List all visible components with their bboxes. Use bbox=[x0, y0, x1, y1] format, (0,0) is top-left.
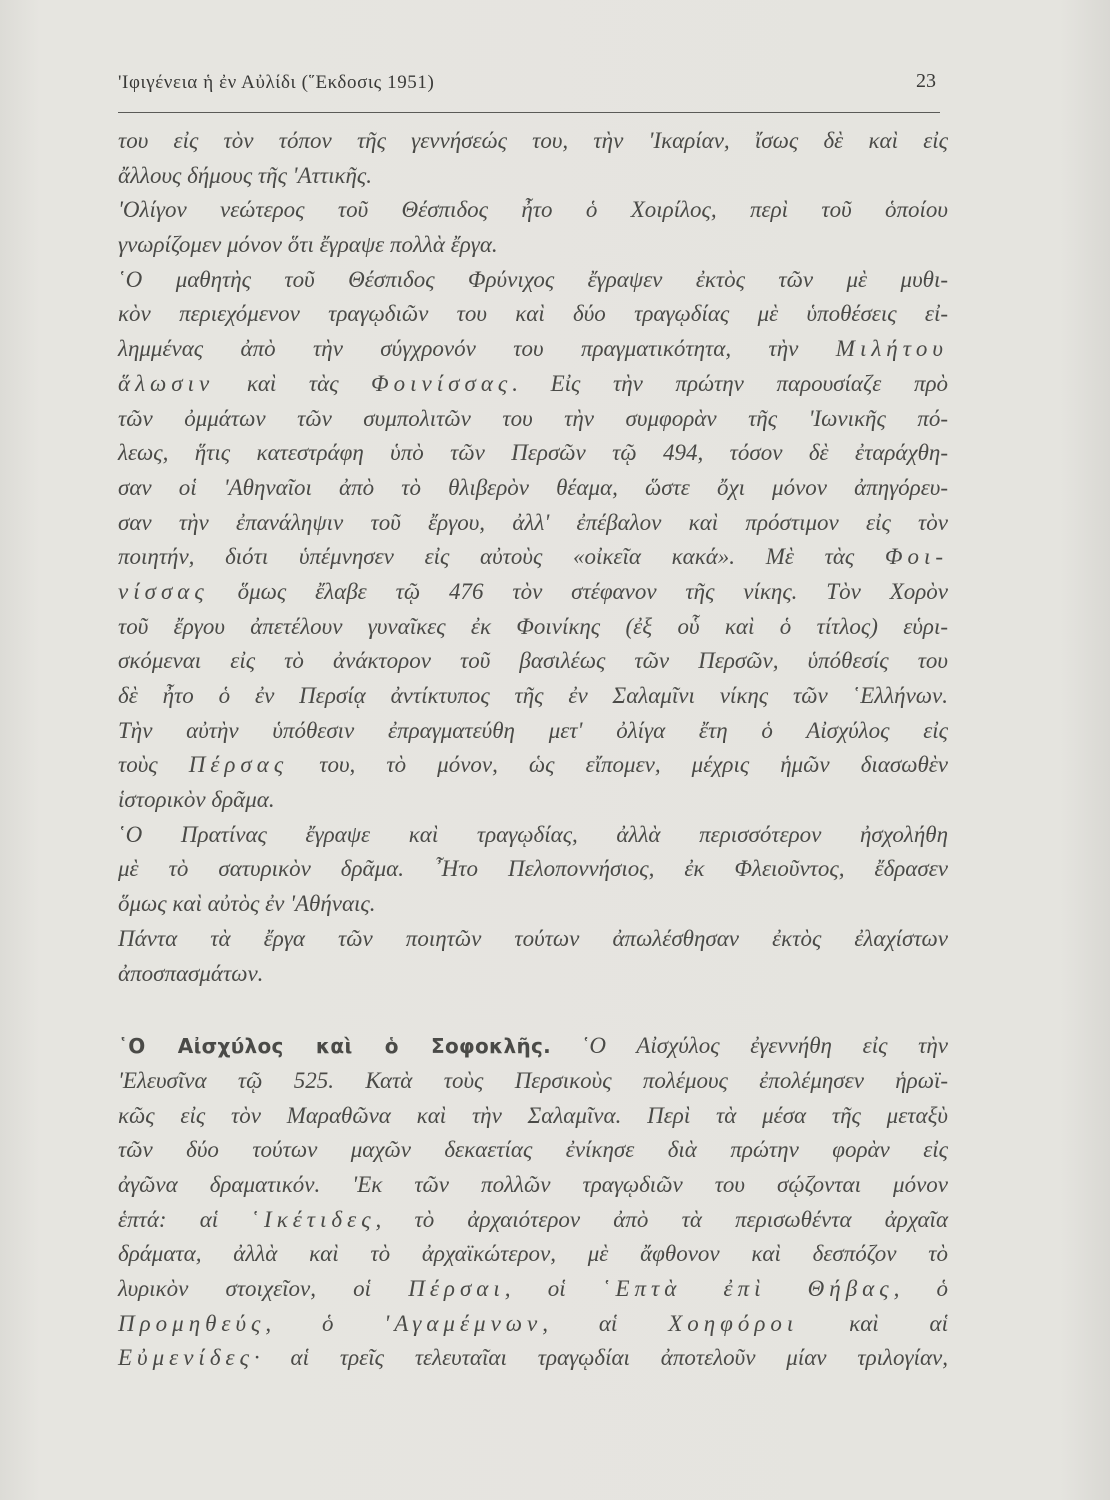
text-run: Τὴν αὐτὴν ὑπόθεσιν ἐπραγματεύθη μετ' ὀλίγα ἔτη ὁ Αἰσχύλος εἰς bbox=[118, 717, 948, 743]
text-run: · αἱ τρεῖς τελευταῖαι τραγῳδίαι ἀποτελοῦν μίαν τριλογίαν, bbox=[253, 1345, 948, 1371]
text-run: λεως, ἥτις κατεστράφη ὑπὸ τῶν Περσῶν τῷ 494, τόσον δὲ ἐταράχθη- bbox=[118, 440, 948, 466]
text-line bbox=[118, 540, 948, 575]
text-run: δράματα, ἀλλὰ καὶ τὸ ἀρχαϊκώτερον, μὲ ἄφθονον καὶ δεσπόζον τὸ bbox=[118, 1241, 948, 1267]
spaced-title: Χοηφόροι bbox=[668, 1310, 799, 1336]
text-line bbox=[118, 471, 948, 506]
text-line bbox=[118, 644, 948, 679]
text-run: λημμένας ἀπὸ τὴν σύγχρονόν του πραγματικότητα, τὴν bbox=[118, 336, 836, 362]
text-run: καὶ αἱ bbox=[798, 1310, 949, 1336]
text-run: Πάντα τὰ ἔργα τῶν ποιητῶν τούτων ἀπωλέσθησαν ἐκτὸς ἐλαχίστων bbox=[118, 925, 948, 951]
text-run: τῶν δύο τούτων μαχῶν δεκαετίας ἐνίκησε διὰ πρώτην φορὰν εἰς bbox=[118, 1137, 948, 1163]
text-line bbox=[118, 714, 948, 749]
text-run: λυρικὸν στοιχεῖον, οἱ bbox=[118, 1276, 409, 1301]
text-line bbox=[118, 679, 948, 714]
text-line bbox=[118, 1237, 948, 1272]
text-line bbox=[118, 922, 948, 957]
text-line bbox=[118, 1099, 948, 1134]
text-run: τοὺς bbox=[118, 752, 189, 778]
header-rule bbox=[118, 112, 940, 113]
spaced-title: νίσσας bbox=[118, 578, 209, 604]
running-title: 'Ιφιγένεια ἡ ἐν Αὐλίδι (῞Εκδοσις 1951) bbox=[118, 72, 435, 93]
text-run: τῶν ὀμμάτων τῶν συμπολιτῶν του τὴν συμφορὰν τῆς 'Ιωνικῆς πό- bbox=[118, 405, 948, 431]
text-line bbox=[118, 818, 948, 853]
text-run: ῾Ο μαθητὴς τοῦ Θέσπιδος Φρύνιχος ἔγραψεν ἐκτὸς τῶν μὲ μυθι- bbox=[118, 266, 948, 292]
text-run: 'Ολίγον νεώτερος τοῦ Θέσπιδος ἦτο ὁ Χοιρίλος, περὶ τοῦ ὁποίου bbox=[118, 197, 948, 223]
spaced-title: Εὐμενίδες bbox=[118, 1345, 254, 1371]
spaced-title: Προμηθεύς bbox=[118, 1310, 266, 1336]
text-run: 'Ελευσῖνα τῷ 525. Κατὰ τοὺς Περσικοὺς πολέμους ἐπολέμησεν ἡρωϊ- bbox=[118, 1067, 948, 1093]
text-run: σαν τὴν ἐπανάληψιν τοῦ ἔργου, ἀλλ' ἐπέβαλον καὶ πρόστιμον εἰς τὸν bbox=[118, 509, 948, 535]
text-run: γνωρίζομεν μόνον ὅτι ἔγραψε πολλὰ ἔργα. bbox=[118, 232, 498, 258]
spaced-title: Πέρσαι bbox=[408, 1276, 505, 1301]
body-text bbox=[118, 124, 948, 1376]
text-line bbox=[118, 1341, 948, 1376]
text-run: ἀποσπασμάτων. bbox=[118, 960, 264, 986]
text-line bbox=[118, 957, 948, 992]
text-run: ἑπτά: αἱ bbox=[118, 1206, 252, 1232]
text-run: τοῦ ἔργου ἀπετέλουν γυναῖκες ἐκ Φοινίκης (ἐξ οὗ καὶ ὁ τίτλος) εὑρι- bbox=[118, 613, 948, 639]
text-run: μὲ τὸ σατυρικὸν δρᾶμα. ῏Ητο Πελοποννήσιος, ἐκ Φλειοῦντος, ἔδρασεν bbox=[118, 856, 948, 882]
text-run: καὶ τὰς bbox=[214, 370, 372, 396]
text-line bbox=[118, 263, 948, 298]
text-line bbox=[118, 367, 948, 402]
spaced-title: Μιλήτου bbox=[835, 336, 948, 362]
text-line bbox=[118, 852, 948, 887]
spaced-title: Πέρσας bbox=[188, 752, 289, 778]
text-line bbox=[118, 575, 948, 610]
text-run: ὅμως καὶ αὐτὸς ἐν 'Αθήναις. bbox=[118, 891, 376, 917]
text-line bbox=[118, 1272, 948, 1307]
spaced-title: ῾Επτὰ ἐπὶ Θήβας bbox=[602, 1276, 894, 1301]
page-number: 23 bbox=[916, 70, 936, 92]
text-line bbox=[118, 1064, 948, 1099]
text-line bbox=[118, 332, 948, 367]
text-run: ἱστορικὸν δρᾶμα. bbox=[118, 787, 275, 813]
text-line bbox=[118, 1307, 948, 1342]
text-run: σκόμεναι εἰς τὸ ἀνάκτορον τοῦ βασιλέως τῶν Περσῶν, ὑπόθεσίς του bbox=[118, 648, 948, 674]
text-run: κὸν περιεχόμενον τραγῳδιῶν του καὶ δύο τραγῳδίας μὲ ὑποθέσεις εἰ- bbox=[118, 301, 948, 327]
text-run: δὲ ἦτο ὁ ἐν Περσίᾳ ἀντίκτυπος τῆς ἐν Σαλαμῖνι νίκης τῶν ῾Ελλήνων. bbox=[118, 683, 948, 708]
text-run: , αἱ bbox=[542, 1310, 669, 1336]
text-run: του, τὸ μόνον, ὡς εἴπομεν, μέχρις ἡμῶν διασωθὲν bbox=[288, 752, 949, 778]
text-run: ἀγῶνα δραματικόν. 'Εκ τῶν πολλῶν τραγῳδιῶν του σῴζονται μόνον bbox=[118, 1171, 948, 1197]
text-run: του εἰς τὸν τόπον τῆς γεννήσεώς του, τὴν 'Ικαρίαν, ἴσως δὲ καὶ εἰς bbox=[118, 128, 948, 153]
section-heading: ῾Ο Αἰσχύλος καὶ ὁ Σοφοκλῆς. bbox=[118, 1034, 552, 1059]
text-line bbox=[118, 1203, 948, 1238]
spaced-title: ῾Ικέτιδες bbox=[251, 1206, 376, 1232]
text-line bbox=[118, 610, 948, 645]
text-line bbox=[118, 1168, 948, 1203]
spaced-title: ἅλωσιν bbox=[118, 370, 215, 396]
text-line bbox=[118, 124, 948, 159]
text-line bbox=[118, 159, 948, 194]
page-header bbox=[118, 70, 948, 110]
text-line bbox=[118, 783, 948, 818]
text-run: σαν οἱ 'Αθηναῖοι ἀπὸ τὸ θλιβερὸν θέαμα, ὥστε ὄχι μόνον ἀπηγόρευ- bbox=[118, 474, 948, 500]
text-line bbox=[118, 887, 948, 922]
text-run: κῶς εἰς τὸν Μαραθῶνα καὶ τὴν Σαλαμῖνα. Περὶ τὰ μέσα τῆς μεταξὺ bbox=[118, 1102, 948, 1128]
text-line bbox=[118, 297, 948, 332]
text-run: . Εἰς τὴν πρώτην παρουσίαζε πρὸ bbox=[512, 370, 949, 396]
text-run: ὅμως ἔλαβε τῷ 476 τὸν στέφανον τῆς νίκης. Τὸν Χορὸν bbox=[208, 578, 948, 604]
text-run: ῾Ο Αἰσχύλος ἐγεννήθη εἰς τὴν bbox=[551, 1033, 948, 1059]
text-line bbox=[118, 436, 948, 471]
text-line bbox=[118, 748, 948, 783]
text-line bbox=[118, 506, 948, 541]
text-run: ποιητήν, διότι ὑπέμνησεν εἰς αὐτοὺς «οἰκεῖα κακά». Μὲ τὰς bbox=[118, 544, 885, 570]
text-line bbox=[118, 1029, 948, 1064]
spaced-title: Φοι- bbox=[884, 544, 948, 570]
spaced-title: 'Αγαμέμνων bbox=[384, 1310, 543, 1336]
text-line bbox=[118, 402, 948, 437]
text-line bbox=[118, 228, 948, 263]
text-line bbox=[118, 193, 948, 228]
text-run: ἄλλους δήμους τῆς 'Αττικῆς. bbox=[118, 162, 372, 188]
text-run: , ὁ bbox=[265, 1310, 385, 1336]
text-run: , ὁ bbox=[893, 1276, 948, 1301]
text-run: , οἱ bbox=[504, 1276, 603, 1301]
text-line bbox=[118, 1133, 948, 1168]
text-run: , τὸ ἀρχαιότερον ἀπὸ τὰ περισωθέντα ἀρχαῖα bbox=[375, 1206, 949, 1232]
spaced-title: Φοινίσσας bbox=[371, 370, 513, 396]
text-run: ῾Ο Πρατίνας ἔγραψε καὶ τραγῳδίας, ἀλλὰ περισσότερον ἠσχολήθη bbox=[118, 821, 948, 847]
